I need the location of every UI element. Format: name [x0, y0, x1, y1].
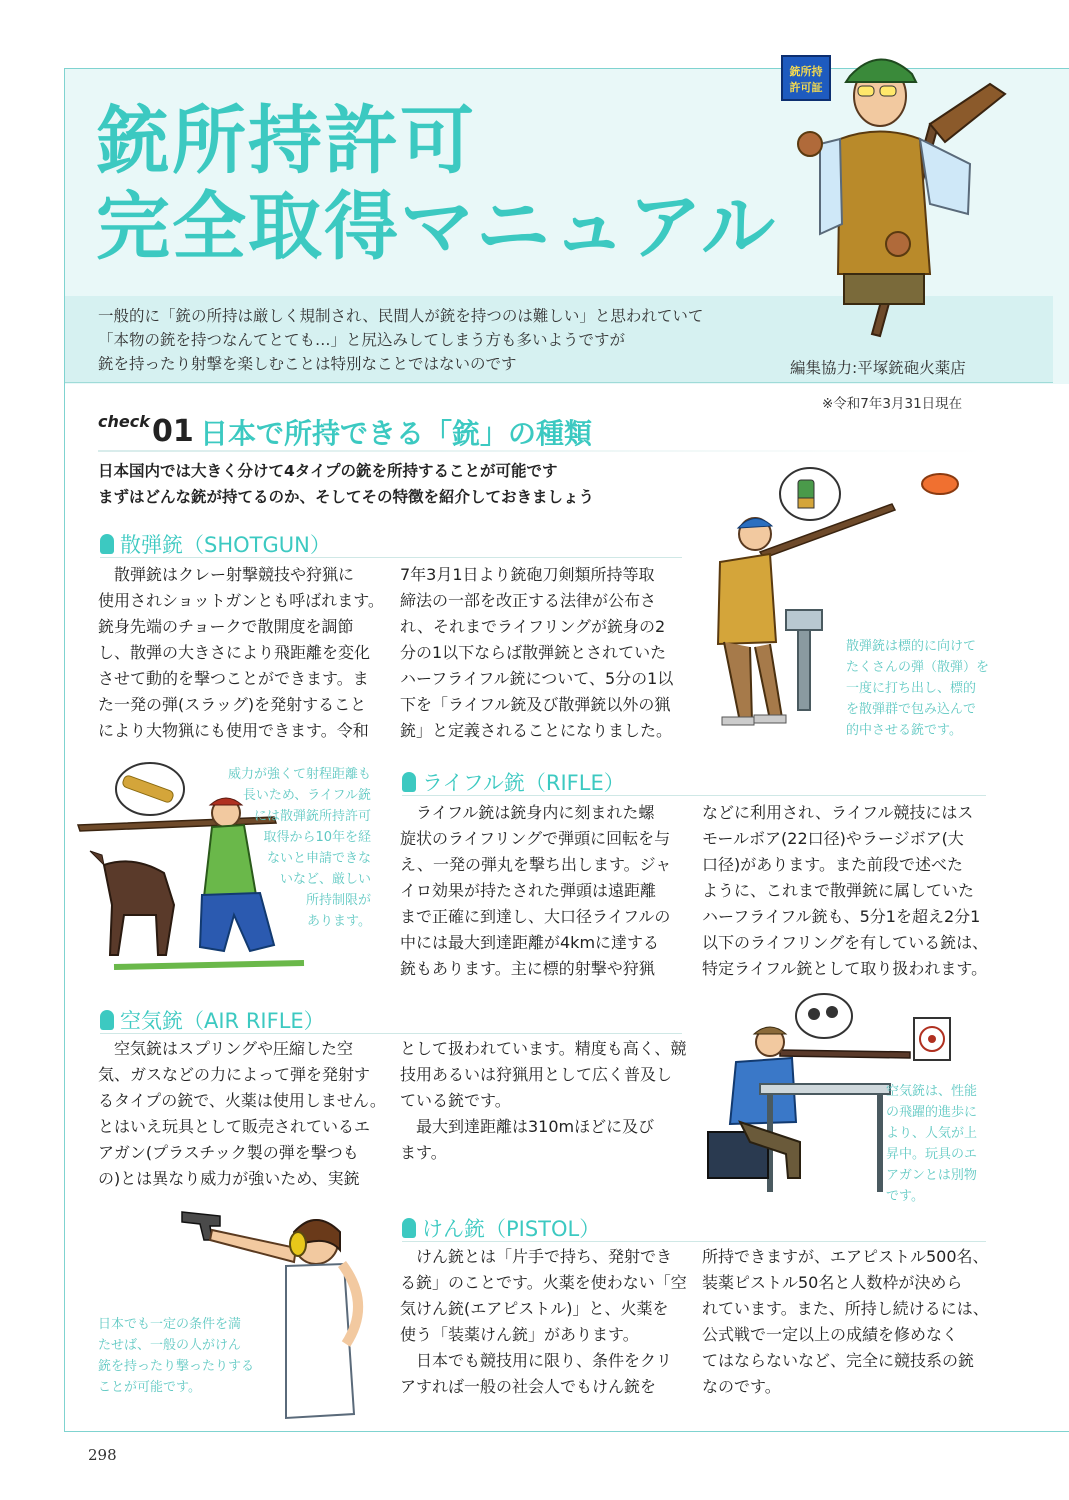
text-line: 銃」と定義されることになりました。	[400, 721, 673, 740]
caption-line: には散弾銃所持許可	[254, 809, 372, 824]
text-line: の)とは異なり威力が強いため、実銃	[98, 1169, 360, 1188]
text-line: 特定ライフル銃として取り扱われます。	[702, 959, 988, 978]
text-line: アガン(プラスチック製の弾を撃つも	[98, 1143, 359, 1162]
caption-line: より、人気が上	[886, 1126, 978, 1141]
title-line-2: 完全取得マニュアル	[96, 184, 778, 270]
text-line: なのです。	[702, 1377, 781, 1396]
text-line: ている銃です。	[400, 1091, 511, 1110]
pistol-heading	[402, 1213, 986, 1242]
text-line: 旋状のライフリングで弾頭に回転を与	[400, 829, 671, 848]
check-label: check	[98, 412, 150, 431]
text-line: 銃身先端のチョークで散開度を調節	[98, 617, 354, 636]
text-line: 散弾銃はクレー射撃競技や狩猟に	[98, 565, 355, 584]
caption-line: です。	[886, 1189, 924, 1204]
text-line: 口径)があります。また前段で述べた	[702, 855, 963, 874]
caption-line: いなど、厳しい	[280, 872, 372, 887]
caption-line: たせば、一般の人がけん	[98, 1338, 242, 1353]
shotgun-column-2	[400, 562, 673, 744]
rifle-caption	[228, 764, 371, 932]
text-line: イロ効果が持たされた弾頭は遠距離	[400, 881, 657, 900]
editorial-credit: 編集協力:平塚銃砲火薬店	[790, 359, 966, 377]
intro-text	[98, 304, 703, 376]
shotgun-caption	[846, 636, 989, 741]
caption-line: アガンとは別物	[886, 1168, 977, 1183]
rifle-column-2	[702, 800, 988, 982]
text-line: 気けん銃(エアピストル)」と、火薬を	[400, 1299, 669, 1318]
text-line: た一発の弾(スラッグ)を発射すること	[98, 695, 367, 714]
caption-line: たくさんの弾（散弾）を	[846, 660, 990, 675]
text-line: とはいえ玩具として販売されているエ	[98, 1117, 371, 1136]
caption-line: ないと申請できな	[267, 851, 372, 866]
text-line: モールボア(22口径)やラージボア(大	[702, 829, 964, 848]
pistol-heading-text: けん銃（PISTOL）	[422, 1217, 601, 1241]
text-line: けん銃とは「片手で持ち、発射でき	[400, 1247, 673, 1266]
text-line: として扱われています。精度も高く、競	[400, 1039, 687, 1058]
rifle-column-1	[400, 800, 671, 982]
text-line: 銃もあります。主に標的射撃や狩猟	[400, 959, 655, 978]
text-line: などに利用され、ライフル競技にはス	[702, 803, 974, 822]
text-line: 分の1以下ならば散弾銃とされていた	[400, 643, 667, 662]
date-note: ※令和7年3月31日現在	[822, 396, 963, 412]
pistol-caption	[98, 1314, 254, 1398]
text-line: ライフル銃は銃身内に刻まれた螺	[400, 803, 655, 822]
text-line: え、一発の弾丸を撃ち出します。ジャ	[400, 855, 672, 874]
text-line: 空気銃はスプリングや圧縮した空	[98, 1039, 354, 1058]
rifle-heading-text: ライフル銃（RIFLE）	[422, 771, 625, 795]
text-line: るタイプの銃で、火薬は使用しません。	[98, 1091, 386, 1110]
caption-line: 威力が強くて射程距離も	[228, 767, 372, 782]
text-line: る銃」のことです。火薬を使わない「空	[400, 1273, 687, 1292]
text-line: アすれば一般の社会人でもけん銃を	[400, 1377, 657, 1396]
check-title: 日本で所持できる「銃」の種類	[200, 417, 593, 450]
lead-line: まずはどんな銃が持てるのか、そしてその特徴を紹介しておきましょう	[98, 488, 595, 506]
caption-line: 昇中。玩具のエ	[886, 1147, 978, 1162]
lead-line: 日本国内では大きく分けて4タイプの銃を所持することが可能です	[98, 462, 558, 480]
text-line: 以下のライフリングを有している銃は、	[702, 933, 989, 952]
caption-line: 所持制限が	[306, 893, 372, 908]
check-underline	[98, 450, 986, 452]
caption-line: あります。	[307, 914, 372, 929]
title-line-1: 銃所持許可	[96, 98, 476, 184]
intro-line: 一般的に「銃の所持は厳しく規制され、民間人が銃を持つのは難しい」と思われていて	[98, 307, 704, 325]
pointing-hand-icon	[402, 772, 416, 792]
caption-line: を散弾群で包み込んで	[846, 702, 977, 717]
text-line: 使用されショットガンとも呼ばれます。	[98, 591, 384, 610]
divider	[65, 382, 1053, 383]
air-rifle-column-2	[400, 1036, 686, 1166]
badge-line-2: 許可証	[789, 81, 823, 94]
text-line: れています。また、所持し続けるには、	[702, 1299, 989, 1318]
text-line: 日本でも競技用に限り、条件をクリ	[400, 1351, 673, 1370]
check-number: 01	[152, 414, 194, 449]
pistol-column-2	[702, 1244, 989, 1400]
text-line: 使う「装薬けん銃」があります。	[400, 1325, 639, 1344]
text-line: まで正確に到達し、大口径ライフルの	[400, 907, 671, 926]
caption-line: 散弾銃は標的に向けて	[846, 639, 977, 654]
text-line: し、散弾の大きさにより飛距離を変化	[98, 643, 371, 662]
page-number: 298	[88, 1446, 117, 1464]
text-line: ます。	[400, 1143, 447, 1162]
rifle-heading	[402, 767, 986, 796]
pistol-column-1	[400, 1244, 687, 1400]
text-line: ように、これまで散弾銃に属していた	[702, 881, 975, 900]
text-line: 気、ガスなどの力によって弾を発射す	[98, 1065, 371, 1084]
air-rifle-column-1	[98, 1036, 386, 1192]
text-line: てはならないなど、完全に競技系の銃	[702, 1351, 975, 1370]
caption-line: 日本でも一定の条件を満	[98, 1317, 242, 1332]
pointing-hand-icon	[402, 1218, 416, 1238]
text-line: 所持できますが、エアピストル500名、	[702, 1247, 989, 1266]
text-line: れ、それまでライフリングが銃身の2	[400, 617, 666, 636]
shotgun-heading-text: 散弾銃（SHOTGUN）	[120, 533, 331, 557]
text-line: ハーフライフル銃について、5分の1以	[400, 669, 674, 688]
text-line: 中には最大到達距離が4kmに達する	[400, 933, 660, 952]
caption-line: 的中させる銃です。	[846, 723, 962, 738]
shotgun-column-1	[98, 562, 384, 744]
air-rifle-caption	[886, 1081, 977, 1207]
text-line: ハーフライフル銃も、5分1を超え2分1	[702, 907, 981, 926]
text-line: 下を「ライフル銃及び散弾銃以外の猟	[400, 695, 671, 714]
page-title	[96, 98, 777, 270]
caption-line: の飛躍的進歩に	[886, 1105, 978, 1120]
caption-line: 銃を持ったり撃ったりする	[98, 1359, 255, 1374]
air-rifle-heading	[100, 1005, 682, 1034]
caption-line: 空気銃は、性能	[886, 1084, 978, 1099]
text-line: 装薬ピストル50名と人数枠が決めら	[702, 1273, 963, 1292]
pointing-hand-icon	[100, 1010, 114, 1030]
shotgun-heading	[100, 529, 682, 558]
intro-line: 銃を持ったり射撃を楽しむことは特別なことではないのです	[98, 355, 517, 373]
check-heading	[98, 412, 986, 450]
caption-line: 取得から10年を経	[263, 830, 372, 845]
text-line: 公式戦で一定以上の成績を修めなく	[702, 1325, 959, 1344]
text-line: 7年3月1日より銃砲刀剣類所持等取	[400, 565, 655, 584]
hunter-man-illustration	[780, 44, 1060, 340]
badge-line-1: 銃所持	[789, 65, 823, 78]
text-line: させて動的を撃つことができます。ま	[98, 669, 369, 688]
air-rifle-heading-text: 空気銃（AIR RIFLE）	[120, 1009, 325, 1033]
text-line: により大物猟にも使用できます。令和	[98, 721, 369, 740]
pointing-hand-icon	[100, 534, 114, 554]
text-line: 技用あるいは狩猟用として広く普及し	[400, 1065, 673, 1084]
intro-line: 「本物の銃を持つなんてとても…」と尻込みしてしまう方も多いようですが	[98, 331, 626, 349]
caption-line: ことが可能です。	[98, 1380, 201, 1395]
lead-text	[98, 458, 594, 510]
text-line: 締法の一部を改正する法律が公布さ	[400, 591, 657, 610]
caption-line: 一度に打ち出し、標的	[846, 681, 977, 696]
text-line: 最大到達距離は310mほどに及び	[400, 1117, 655, 1136]
caption-line: 長いため、ライフル銃	[242, 788, 372, 803]
